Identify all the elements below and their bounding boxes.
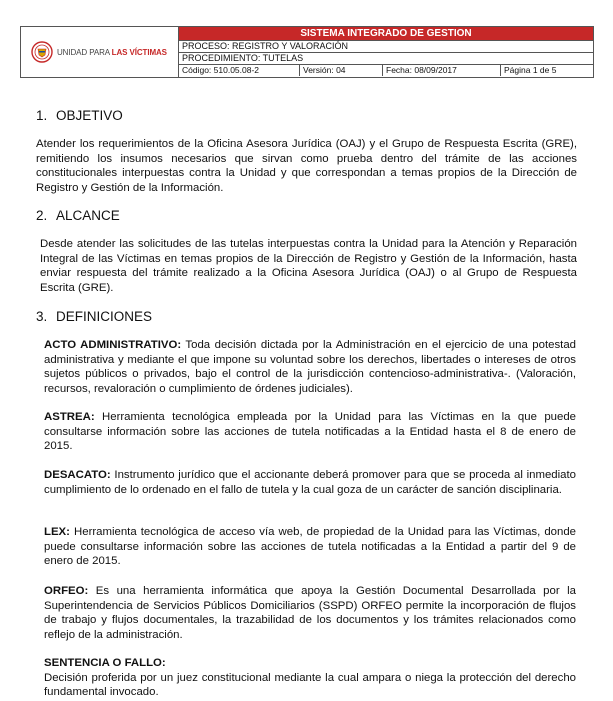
objetivo-paragraph: Atender los requerimientos de la Oficina Asesora Jurídica (OAJ) y el Grupo de Respuesta Escrita (GRE), remitiendo los insumos necesarios que sirvan como prueba dentro del trámite de las acciones constitucionales interpuestas contra la Unidad y que correspondan a temas propios de la Dirección de Registro y Gestión de la Información. (36, 138, 577, 194)
definition-item (44, 656, 576, 700)
logo-cell (21, 27, 179, 77)
section-number: 1. (36, 108, 48, 123)
definition-term: ACTO ADMINISTRATIVO: (44, 339, 182, 351)
definition-text: Decisión proferida por un juez constitucional mediante la cual ampara o niega la protección del derecho fundamental invocado. (44, 671, 576, 699)
definition-item (44, 468, 576, 497)
section-title: DEFINICIONES (56, 309, 153, 324)
definition-term: ORFEO: (44, 585, 89, 597)
definition-item (44, 410, 576, 454)
section-heading-objetivo (36, 108, 123, 123)
pagina-cell: Página 1 de 5 (504, 65, 557, 75)
codigo-cell: Código: 510.05.08-2 (179, 65, 300, 76)
definition-term: DESACATO: (44, 469, 111, 481)
definition-term: LEX: (44, 526, 70, 538)
coat-of-arms-icon (31, 41, 53, 63)
definition-term: SENTENCIA O FALLO: (44, 657, 166, 669)
section-title: ALCANCE (56, 208, 120, 223)
definition-text: Herramienta tecnológica empleada por la Unidad para las Víctimas en la que puede consultarse información sobre las acciones de tutela notificadas a la Entidad hasta el 8 de enero de 2015. (44, 411, 576, 453)
definition-text: Es una herramienta informática que apoya la Gestión Documental Desarrollada por la Superintendencia de Servicios Públicos Domiciliarios (SSPD) ORFEO permite la incorporación de flujos de trabajo y flujos documentales, la trazabilidad de los documentos y los trámites relacionados como reflejo de la administración. (44, 585, 576, 641)
section-number: 2. (36, 208, 48, 223)
header-info (179, 27, 593, 77)
version-cell: Versión: 04 (300, 65, 383, 76)
section-heading-definiciones (36, 309, 152, 324)
fecha-cell: Fecha: 08/09/2017 (383, 65, 501, 76)
logo-text: UNIDAD PARA LAS VÍCTIMAS (57, 47, 167, 57)
definition-text: Toda decisión dictada por la Administración en el ejercicio de una potestad administrativa y mediante el que impone su voluntad sobre los derechos, libertades o intereses de otros sujetos públicos o privados, bajo el control de la jurisdicción contencioso-administrativa-. (Valoración, recursos, revaloración o cumplimiento de órdenes judiciales). (44, 339, 576, 395)
definition-item (44, 338, 576, 396)
section-heading-alcance (36, 208, 120, 223)
meta-row (179, 65, 593, 76)
unidad-victimas-logo (31, 41, 167, 63)
alcance-paragraph: Desde atender las solicitudes de las tutelas interpuestas contra la Unidad para la Atención y Reparación Integral de las Víctimas en temas propios de la Dirección de Registro y Gestión de la Información, hasta enviar respuesta del trámite realizado a la Oficina Asesora Jurídica (OAJ) o al Grupo de Respuesta Escrita (GRE). (40, 238, 577, 294)
document-header (20, 26, 594, 78)
system-title: SISTEMA INTEGRADO DE GESTION (179, 27, 593, 41)
definition-text: Herramienta tecnológica de acceso vía web, de propiedad de la Unidad para las Víctimas, donde puede consultarse información sobre las acciones de tutela notificadas a la Entidad a partir del 9 de enero de 2015. (44, 526, 576, 568)
section-number: 3. (36, 309, 48, 324)
procedimiento-row: PROCEDIMIENTO: TUTELAS (179, 53, 593, 65)
definition-item (44, 525, 576, 569)
section-title: OBJETIVO (56, 108, 123, 123)
definition-item (44, 584, 576, 642)
proceso-row: PROCESO: REGISTRO Y VALORACIÓN (179, 41, 593, 53)
definition-text: Instrumento jurídico que el accionante deberá promover para que se proceda al inmediato cumplimiento de lo ordenado en el fallo de tutela y la cual goza de un carácter de sanción disciplinaria. (44, 469, 576, 496)
definition-term: ASTREA: (44, 411, 95, 423)
